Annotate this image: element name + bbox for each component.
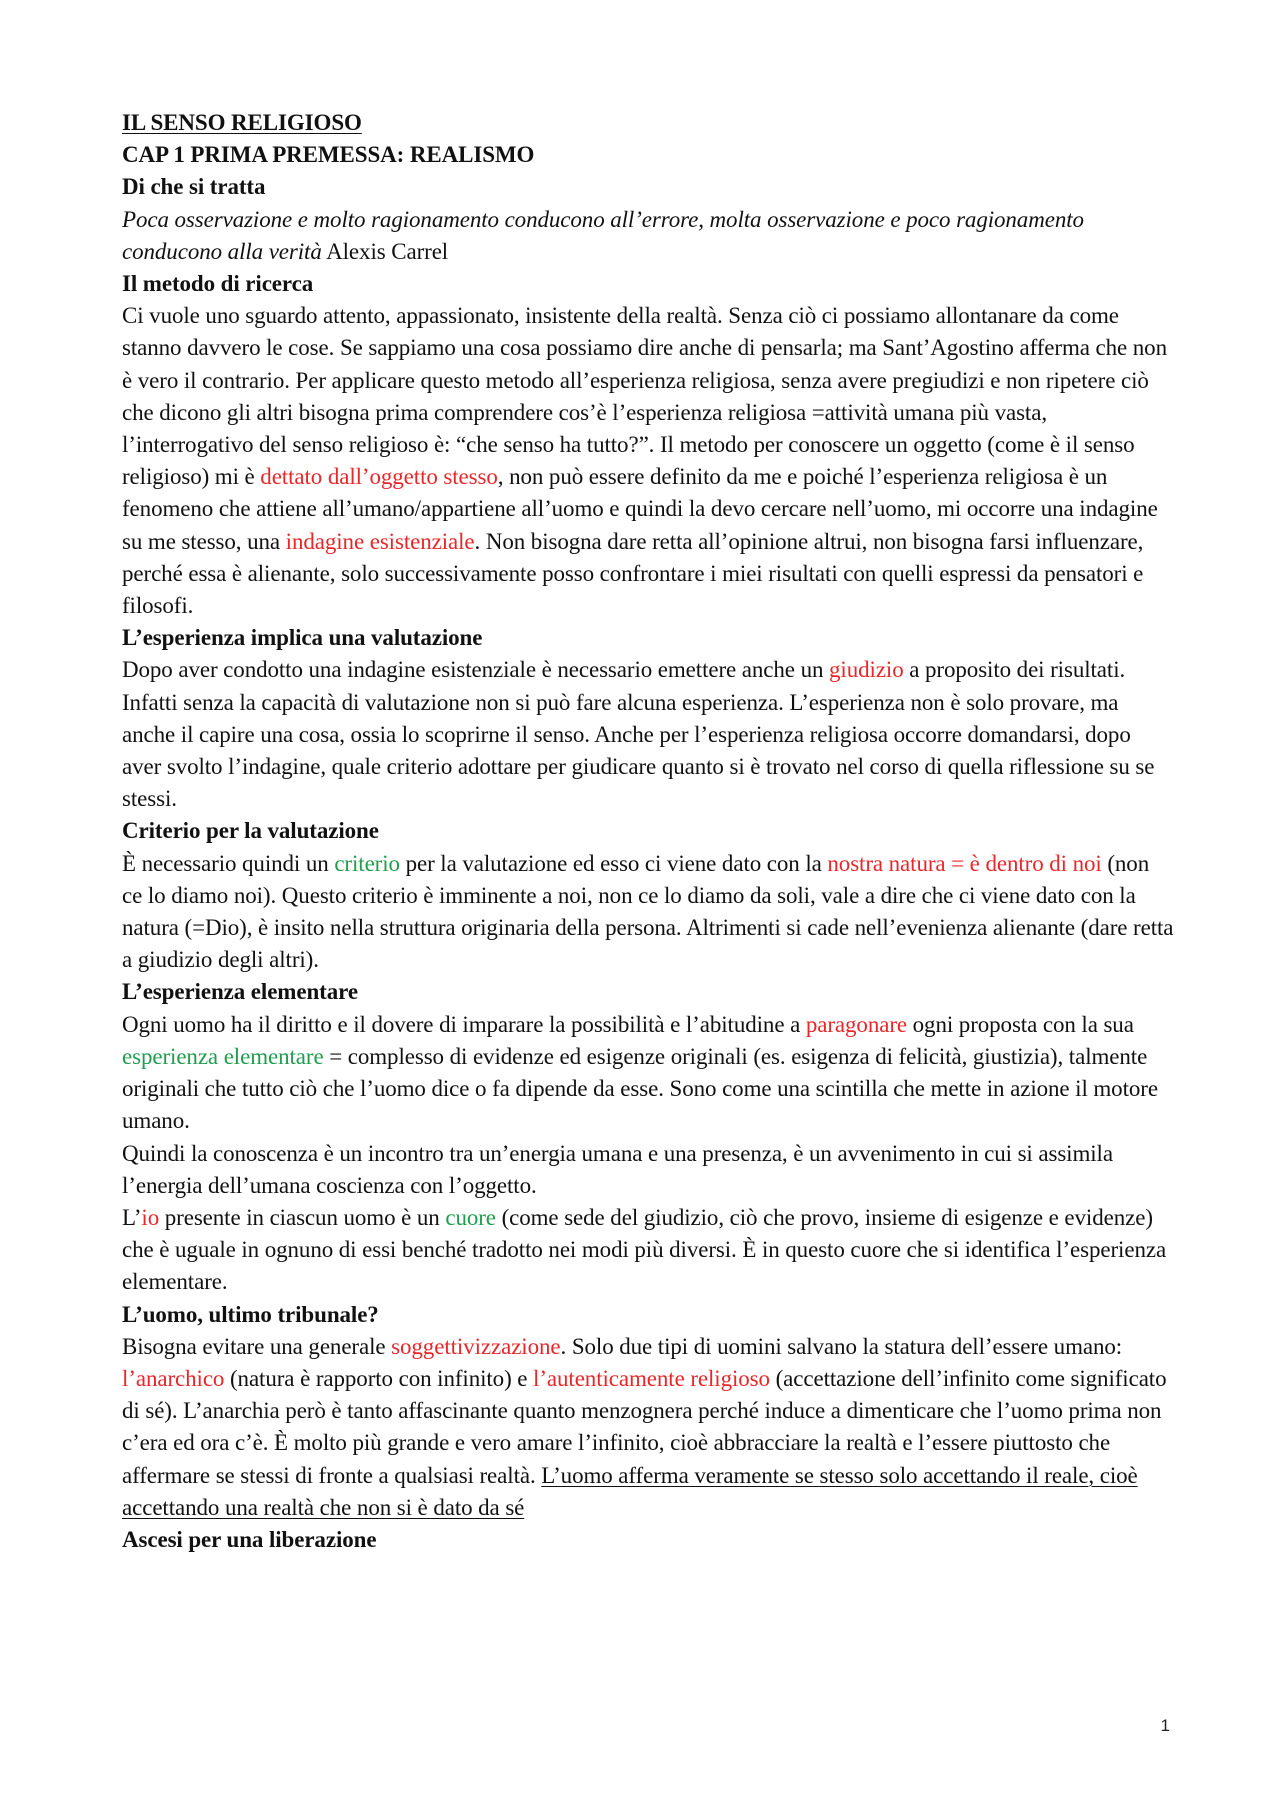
section-heading: Criterio per la valutazione [122, 818, 379, 844]
section-heading: L’uomo, ultimo tribunale? [122, 1301, 379, 1327]
text-run: (accettazione dell’infinito come significato di sé). L’anarchia però è tanto affascinante quanto menzognera perché induce a dimenticare che l’uomo prima non c’era ed ora c’è. È molto più grande e vero amare l’infinito, cioè abbracciare la realtà e l’essere piuttosto che affermare se stessi di fronte a qualsiasi realtà. [122, 1365, 1167, 1488]
underlined-text: L’uomo afferma veramente se stesso solo accettando il reale, cioè accettando una realtà che non si è dato da sé [122, 1462, 1138, 1520]
text-run: Ci vuole uno sguardo attento, appassionato, insistente della realtà. Senza ciò ci possiamo allontanare da come stanno davvero le cose. Se sappiamo una cosa possiamo dire anche di pensarla; ma Sant’Agostino afferma che non è vero il contrario. Per applicare questo metodo all’esperienza religiosa, senza avere pregiudizi e non ripetere ciò che dicono gli altri bisogna prima comprendere cos’è l’esperienza religiosa =attività umana più vasta, l’interrogativo del senso religioso è: “che senso ha tutto?”. Il metodo per conoscere un oggetto (come è il senso religioso) mi è [122, 303, 1167, 490]
paragraph [122, 1202, 1174, 1299]
page-number: 1 [1160, 1716, 1170, 1735]
text-run: È necessario quindi un [122, 850, 335, 876]
document-title: IL SENSO RELIGIOSO [122, 110, 362, 135]
highlight-green: criterio [334, 850, 400, 876]
text-run: presente in ciascun uomo è un [159, 1204, 446, 1230]
highlight-red: soggettivizzazione [391, 1333, 561, 1359]
paragraph: Quindi la conoscenza è un incontro tra un’energia umana e una presenza, è un avvenimento in cui si assimila l’energia dell’umana coscienza con l’oggetto. [122, 1140, 1113, 1198]
text-run: a proposito dei risultati. Infatti senza la capacità di valutazione non si può fare alcuna esperienza. L’esperienza non è solo provare, ma anche il capire una cosa, ossia lo scoprirne il senso. Anche per l’esperienza religiosa occorre domandarsi, dopo aver svolto l’indagine, quale criterio adottare per giudicare quanto si è trovato nel corso di quella riflessione su se stessi. [122, 657, 1155, 812]
text-run: (come sede del giudizio, ciò che provo, insieme di esigenze e evidenze) che è uguale in ognuno di essi benché tradotto nei modi più diversi. È in questo cuore che si identifica l’esperienza elementare. [122, 1204, 1167, 1295]
paragraph [122, 654, 1174, 815]
chapter-heading: CAP 1 PRIMA PREMESSA: REALISMO [122, 142, 535, 168]
quote-paragraph [122, 204, 1174, 268]
quote-author: Alexis Carrel [321, 238, 449, 264]
text-run: . Solo due tipi di uomini salvano la statura dell’essere umano: [560, 1333, 1123, 1359]
text-run: Bisogna evitare una generale [122, 1333, 392, 1359]
highlight-red: l’anarchico [122, 1365, 225, 1391]
text-run: Dopo aver condotto una indagine esistenziale è necessario emettere anche un [122, 657, 830, 683]
paragraph [122, 848, 1174, 977]
text-run: . Non bisogna dare retta all’opinione altrui, non bisogna farsi influenzare, perché essa è alienante, solo successivamente posso confrontare i miei risultati con quelli espressi da pensatori e filosofi. [122, 528, 1144, 619]
section-heading: Ascesi per una liberazione [122, 1526, 377, 1552]
paragraph [122, 1331, 1174, 1524]
text-run: , non può essere definito da me e poiché l’esperienza religiosa è un fenomeno che attiene all’umano/appartiene all’uomo e quindi la devo cercare nell’uomo, mi occorre una indagine su me stesso, una [122, 464, 1158, 554]
text-run: (non ce lo diamo noi). Questo criterio è imminente a noi, non ce lo diamo da soli, vale a dire che ci viene dato con la natura (=Dio), è insito nella struttura originaria della persona. Altrimenti si cade nell’evenienza alienante (dare retta a giudizio degli altri). [122, 850, 1174, 973]
quote-text: Poca osservazione e molto ragionamento conducono all’errore, molta osservazione e poco ragionamento conducono alla verità [122, 206, 1084, 264]
highlight-red: io [141, 1204, 160, 1230]
section-heading: L’esperienza elementare [122, 979, 358, 1005]
text-run: = complesso di evidenze ed esigenze originali (es. esigenza di felicità, giustizia), talmente originali che tutto ciò che l’uomo dice o fa dipende da esse. Sono come una scintilla che mette in azione il motore umano. [122, 1043, 1158, 1134]
highlight-red: nostra natura = è dentro di noi [827, 850, 1102, 876]
section-heading: L’esperienza implica una valutazione [122, 625, 483, 651]
text-run: L’ [122, 1204, 142, 1230]
section-heading: Il metodo di ricerca [122, 271, 314, 297]
highlight-red: paragonare [805, 1011, 907, 1037]
text-run: Ogni uomo ha il diritto e il dovere di imparare la possibilità e l’abitudine a [122, 1011, 806, 1037]
highlight-red: giudizio [829, 657, 904, 683]
highlight-green: cuore [445, 1204, 496, 1230]
section-heading: Di che si tratta [122, 174, 266, 200]
highlight-green: esperienza elementare [122, 1043, 324, 1069]
highlight-red: indagine esistenziale [285, 528, 475, 554]
document-body [122, 107, 1174, 1556]
highlight-red: l’autenticamente religioso [533, 1365, 770, 1391]
text-run: ogni proposta con la sua [907, 1011, 1134, 1037]
text-run: per la valutazione ed esso ci viene dato con la [399, 850, 828, 876]
paragraph [122, 300, 1174, 622]
paragraph [122, 1009, 1174, 1138]
highlight-red: dettato dall’oggetto stesso [260, 464, 498, 490]
text-run: (natura è rapporto con infinito) e [224, 1365, 534, 1391]
